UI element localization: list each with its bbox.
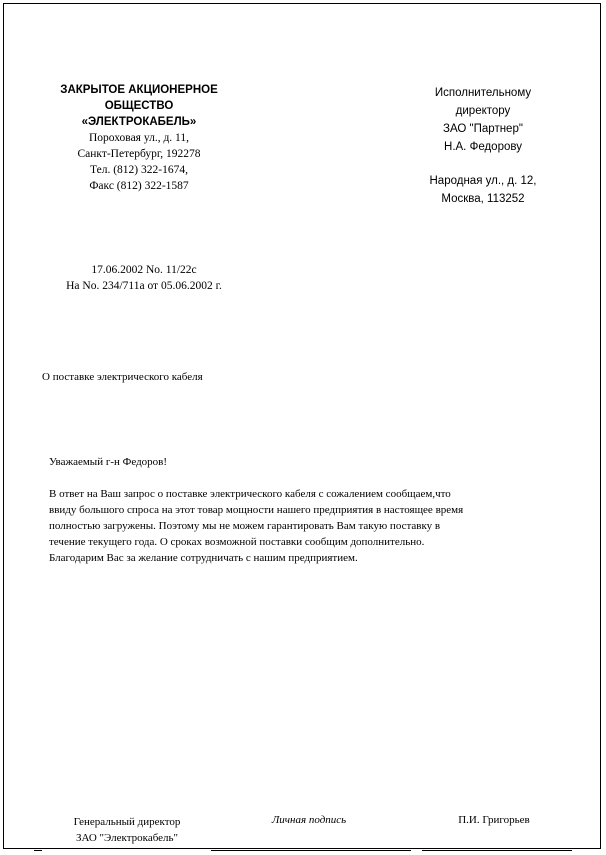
recipient-address-street: Народная ул., д. 12, [429, 175, 537, 187]
signatory-position-line2: ЗАО "Электрокабель" [75, 832, 179, 844]
signature-placeholder: Личная подпись [271, 814, 347, 826]
sender-org-line2: ОБЩЕСТВО [104, 100, 174, 112]
reference-block [34, 262, 254, 294]
sender-address-city: Санкт-Петербург, 192278 [77, 148, 201, 160]
signature-rule [34, 850, 42, 851]
letter-subject: О поставке электрического кабеля [42, 371, 203, 383]
body-line: течение текущего года. О сроках возможной поставки сообщим дополнительно. [49, 536, 425, 548]
sender-address-street: Пороховая ул., д. 11, [88, 132, 190, 144]
sender-org-line1: ЗАКРЫТОЕ АКЦИОНЕРНОЕ [60, 84, 218, 96]
body-line: ввиду большого спроса на этот товар мощности нашего предприятия в настоящее время [49, 504, 464, 516]
sender-phone: Тел. (812) 322-1674, [90, 164, 188, 176]
letter-page [3, 3, 601, 849]
sender-block [34, 82, 244, 194]
recipient-line4: Н.А. Федорову [444, 141, 522, 153]
body-line: Благодарим Вас за желание сотрудничать с нашим предприятием. [49, 552, 358, 564]
signature-rule [422, 850, 572, 851]
incoming-reference: На No. 234/711а от 05.06.2002 г. [66, 280, 222, 292]
recipient-line1: Исполнительному [434, 87, 532, 99]
recipient-line3: ЗАО "Партнер" [443, 123, 523, 135]
body-line: В ответ на Ваш запрос о поставке электрического кабеля с сожалением сообщаем,что [49, 488, 451, 500]
sender-fax: Факс (812) 322-1587 [89, 180, 189, 192]
signature-rule [211, 850, 411, 851]
letter-body [49, 454, 564, 566]
sender-org-line3: «ЭЛЕКТРОКАБЕЛЬ» [81, 116, 197, 128]
outgoing-reference: 17.06.2002 No. 11/22с [91, 264, 197, 276]
signatory-position-line1: Генеральный директор [73, 816, 181, 828]
body-line: полностью загружены. Поэтому мы не можем гарантировать Вам такую поставку в [49, 520, 441, 532]
salutation: Уважаемый г-н Федоров! [49, 456, 168, 468]
recipient-line2: директору [455, 105, 511, 117]
recipient-address-city: Москва, 113252 [441, 193, 525, 205]
signatory-name: П.И. Григорьев [458, 814, 530, 826]
signature-block [4, 814, 602, 850]
signatory-position [42, 814, 212, 846]
recipient-gap [398, 156, 568, 172]
recipient-block [398, 84, 568, 208]
